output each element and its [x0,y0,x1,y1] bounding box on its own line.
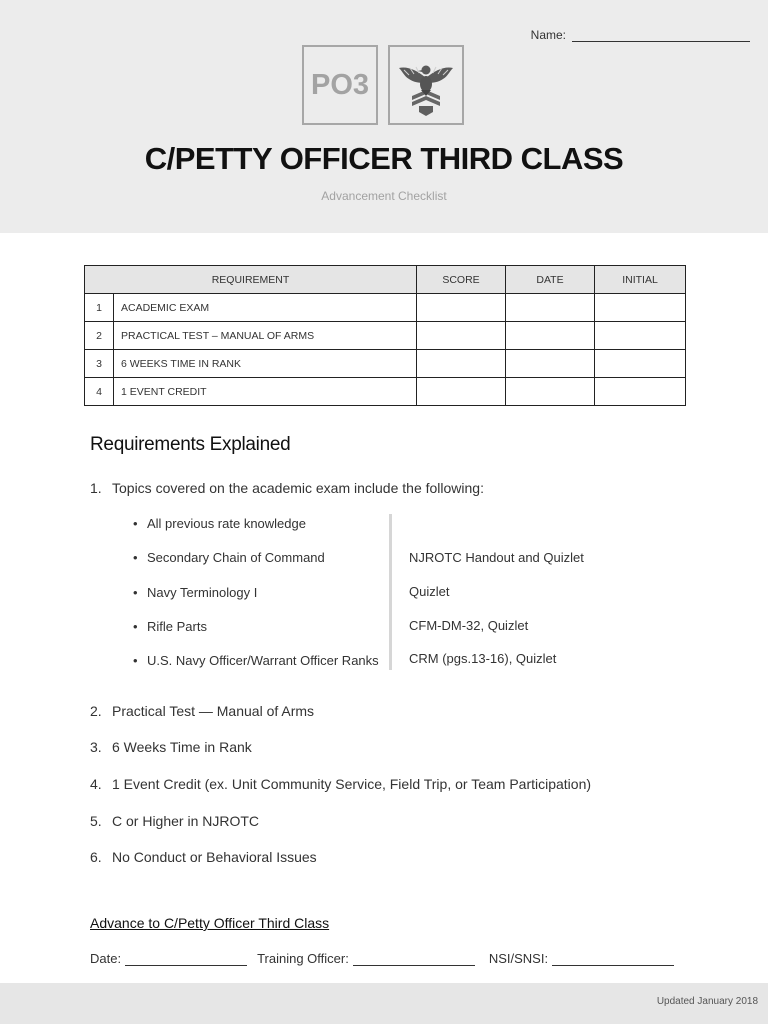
list-item-number: 3. [90,739,102,755]
column-header-initial: INITIAL [595,266,686,294]
list-item-text: Practical Test — Manual of Arms [112,703,315,719]
table-row [85,322,686,350]
nsi-label: NSI/SNSI: [488,951,549,966]
date-cell[interactable] [506,350,595,378]
name-line [572,29,750,42]
rank-badge-text: PO3 [310,68,370,101]
date-line[interactable] [125,951,247,966]
eagle-insignia-icon [388,45,464,125]
page-subtitle: Advancement Checklist [321,189,447,203]
nsi-line[interactable] [552,951,674,966]
list-item-text: No Conduct or Behavioral Issues [112,849,317,865]
date-cell[interactable] [506,294,595,322]
column-header-requirement: REQUIREMENT [85,266,417,294]
list-item [90,776,591,792]
topic-resource: CFM-DM-32, Quizlet [409,618,529,633]
row-number: 1 [85,294,114,322]
topic-text: Secondary Chain of Command [147,550,325,565]
table-row [85,294,686,322]
footer-bar [0,983,768,1024]
topic-bullet [133,653,379,668]
topic-bullet [133,585,257,600]
list-item-text: C or Higher in NJROTC [112,813,260,829]
updated-date: Updated January 2018 [656,996,758,1007]
page-title: C/PETTY OFFICER THIRD CLASS [144,141,624,176]
topic-divider [389,514,392,670]
topic-bullet [133,516,306,531]
list-item-number: 5. [90,813,102,829]
list-item [90,480,484,496]
topic-text: Rifle Parts [147,619,207,634]
requirements-table [84,265,686,406]
name-label: Name: [530,28,566,42]
name-field [531,28,750,42]
list-item-text: Topics covered on the academic exam include the following: [112,480,484,496]
signature-row [90,951,674,966]
row-requirement: 1 EVENT CREDIT [114,378,417,406]
list-item-number: 6. [90,849,102,865]
topic-bullet [133,619,207,634]
list-item-number: 4. [90,776,102,792]
topic-resource: NJROTC Handout and Quizlet [409,550,584,565]
date-cell[interactable] [506,322,595,350]
initial-cell[interactable] [595,378,686,406]
initial-cell[interactable] [595,294,686,322]
topic-bullet [133,550,325,565]
column-header-score: SCORE [417,266,506,294]
date-cell[interactable] [506,378,595,406]
list-item-text: 6 Weeks Time in Rank [112,739,252,755]
training-officer-label: Training Officer: [257,951,349,966]
table-row [85,378,686,406]
topic-text: All previous rate knowledge [147,516,306,531]
row-requirement: PRACTICAL TEST – MANUAL OF ARMS [114,322,417,350]
topic-text: Navy Terminology I [147,585,258,600]
row-number: 3 [85,350,114,378]
table-header-row [85,266,686,294]
topic-resource: Quizlet [409,584,450,599]
list-item [90,849,317,865]
topic-resource: CRM (pgs.13-16), Quizlet [409,651,557,666]
eagle-insignia-svg [395,52,457,118]
advance-heading: Advance to C/Petty Officer Third Class [90,915,330,931]
initial-cell[interactable] [595,350,686,378]
initial-cell[interactable] [595,322,686,350]
rank-badge [302,45,378,125]
header-panel [0,0,768,233]
list-item-number: 1. [90,480,102,496]
list-item [90,703,314,719]
column-header-date: DATE [506,266,595,294]
list-item-text: 1 Event Credit (ex. Unit Community Service, Field Trip, or Team Participation) [112,776,592,792]
row-requirement: 6 WEEKS TIME IN RANK [114,350,417,378]
row-number: 4 [85,378,114,406]
score-cell[interactable] [417,378,506,406]
table-row [85,350,686,378]
score-cell[interactable] [417,350,506,378]
list-item [90,813,259,829]
score-cell[interactable] [417,322,506,350]
score-cell[interactable] [417,294,506,322]
requirements-explained-heading: Requirements Explained [90,434,291,455]
date-label: Date: [90,951,122,966]
training-officer-line[interactable] [353,951,475,966]
row-number: 2 [85,322,114,350]
list-item-number: 2. [90,703,102,719]
topic-text: U.S. Navy Officer/Warrant Officer Ranks [147,653,379,668]
list-item [90,739,252,755]
row-requirement: ACADEMIC EXAM [114,294,417,322]
